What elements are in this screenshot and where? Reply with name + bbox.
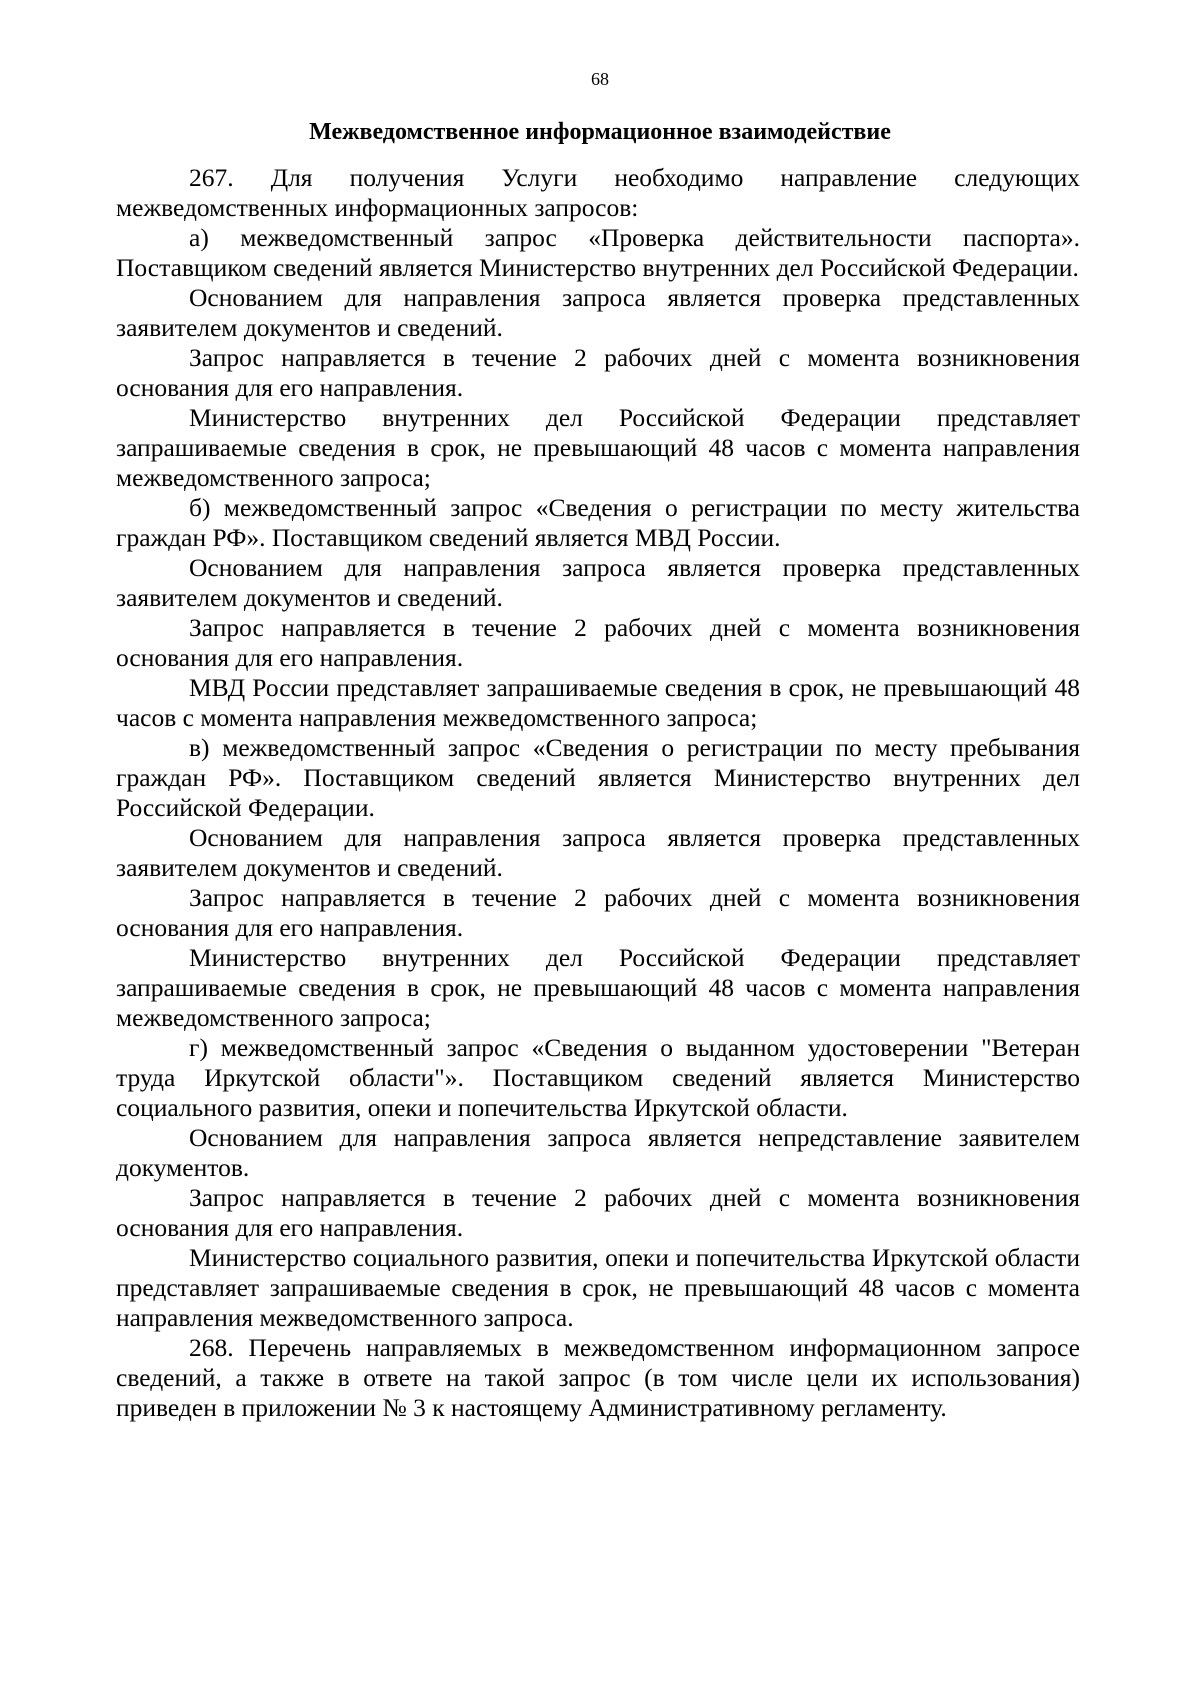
body-text: [116, 163, 1080, 1423]
paragraph-b-response: МВД России представляет запрашиваемые сведения в срок, не превышающий 48 часов с момента направления межведомственного запроса;: [116, 673, 1080, 732]
paragraph-b-timing: Запрос направляется в течение 2 рабочих дней с момента возникновения основания для его направления.: [116, 613, 1080, 672]
paragraph-g-request: г) межведомственный запрос «Сведения о выданном удостоверении "Ветеран труда Иркутской области"». Поставщиком сведений является Министерство социального развития, опеки и попечительства Иркутской области.: [116, 1033, 1080, 1122]
paragraph-a-timing: Запрос направляется в течение 2 рабочих дней с момента возникновения основания для его направления.: [116, 343, 1080, 402]
paragraph-v-response: Министерство внутренних дел Российской Федерации представляет запрашиваемые сведения в срок, не превышающий 48 часов с момента направления межведомственного запроса;: [116, 943, 1080, 1032]
page-number: 68: [591, 69, 609, 89]
paragraph-a-response: Министерство внутренних дел Российской Федерации представляет запрашиваемые сведения в срок, не превышающий 48 часов с момента направления межведомственного запроса;: [116, 403, 1080, 492]
paragraph-v-request: в) межведомственный запрос «Сведения о регистрации по месту пребывания граждан РФ». Поставщиком сведений является Министерство внутренних дел Российской Федерации.: [116, 733, 1080, 822]
section-heading: Межведомственное информационное взаимодействие: [309, 119, 891, 145]
paragraph-b-basis: Основанием для направления запроса является проверка представленных заявителем документов и сведений.: [116, 553, 1080, 612]
paragraph-v-basis: Основанием для направления запроса является проверка представленных заявителем документов и сведений.: [116, 823, 1080, 882]
paragraph-g-timing: Запрос направляется в течение 2 рабочих дней с момента возникновения основания для его направления.: [116, 1183, 1080, 1242]
paragraph-268: 268. Перечень направляемых в межведомственном информационном запросе сведений, а также в ответе на такой запрос (в том числе цели их использования) приведен в приложении № 3 к настоящему Административному регламенту.: [116, 1333, 1080, 1422]
paragraph-a-request: а) межведомственный запрос «Проверка действительности паспорта». Поставщиком сведений является Министерство внутренних дел Российской Федерации.: [116, 223, 1080, 282]
paragraph-g-basis: Основанием для направления запроса является непредставление заявителем документов.: [116, 1123, 1080, 1182]
paragraph-g-response: Министерство социального развития, опеки и попечительства Иркутской области представляет запрашиваемые сведения в срок, не превышающий 48 часов с момента направления межведомственного запроса.: [116, 1243, 1080, 1332]
paragraph-b-request: б) межведомственный запрос «Сведения о регистрации по месту жительства граждан РФ». Поставщиком сведений является МВД России.: [116, 493, 1080, 552]
paragraph-267: 267. Для получения Услуги необходимо направление следующих межведомственных информационных запросов:: [116, 163, 1080, 222]
paragraph-v-timing: Запрос направляется в течение 2 рабочих дней с момента возникновения основания для его направления.: [116, 883, 1080, 942]
paragraph-a-basis: Основанием для направления запроса является проверка представленных заявителем документов и сведений.: [116, 283, 1080, 342]
